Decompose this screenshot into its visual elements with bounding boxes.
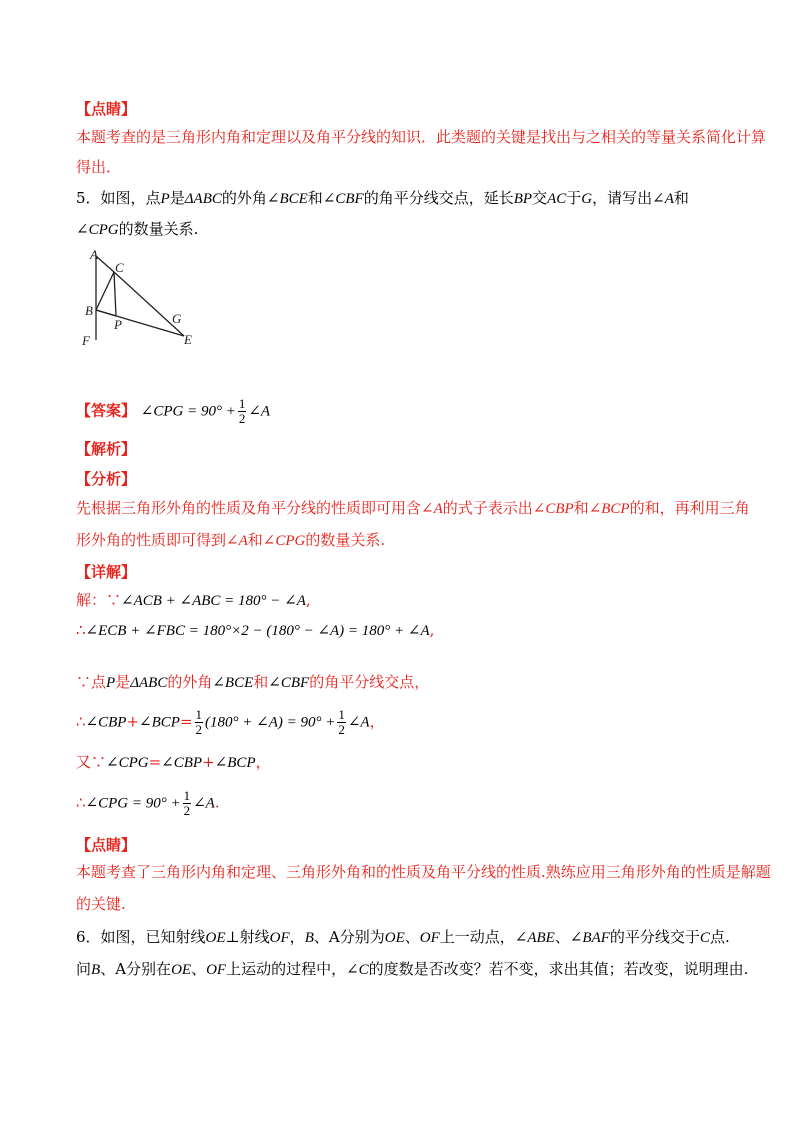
answer-heading: 【答案】 bbox=[76, 401, 137, 420]
text: 的度数是否改变？若不变，求出其值；若改变，说明理由. bbox=[368, 960, 749, 978]
text: 的式子表示出 bbox=[442, 499, 533, 517]
question-6-line1 bbox=[76, 927, 730, 948]
math-abc: ΔABC bbox=[130, 675, 168, 691]
text: 上运动的过程中， bbox=[226, 960, 347, 978]
text: 的角平分线交点， bbox=[309, 673, 430, 691]
math-g: G bbox=[581, 191, 593, 207]
text: 是 bbox=[115, 673, 131, 691]
detail-heading: 【详解】 bbox=[76, 563, 137, 581]
text: , bbox=[305, 591, 311, 609]
text: 、 bbox=[404, 928, 420, 946]
segment-cb bbox=[96, 272, 114, 310]
text: 和 bbox=[673, 189, 689, 207]
detail-step5 bbox=[76, 752, 271, 773]
text: 的数量关系. bbox=[118, 220, 199, 238]
math-s2: ∠ECB + ∠FBC = 180°×2 − (180° − ∠A) = 180° + ∠A bbox=[85, 623, 430, 639]
fraction bbox=[337, 708, 346, 737]
math-baf: ∠BAF bbox=[569, 930, 610, 946]
text: 先根据三角形外角的性质及角平分线的性质即可用含 bbox=[76, 499, 422, 517]
comment-text-line2: 得出． bbox=[76, 158, 122, 176]
fenxi-heading: 【分析】 bbox=[76, 470, 137, 488]
text: = bbox=[148, 753, 162, 771]
math-cpg: ∠CPG bbox=[76, 222, 119, 238]
math-c: ∠C bbox=[346, 962, 369, 978]
text: 分别为 bbox=[339, 928, 385, 946]
math-bcp: ∠BCP bbox=[139, 714, 180, 731]
text: ，请写出 bbox=[592, 189, 653, 207]
math-bcp: ∠BCP bbox=[214, 755, 256, 771]
answer-rhs: ∠A bbox=[248, 403, 271, 420]
math-cbp: ∠CBP bbox=[85, 714, 127, 731]
text: ， bbox=[255, 753, 271, 771]
label-c: C bbox=[115, 260, 124, 275]
text: 5．如图，点 bbox=[76, 189, 161, 207]
text: 的数量关系. bbox=[305, 531, 386, 549]
text: 的平分线交于 bbox=[609, 928, 700, 946]
text: 和 bbox=[307, 189, 323, 207]
math-oe: OE bbox=[205, 930, 226, 946]
text: ∴ bbox=[76, 712, 86, 731]
math-cpg: ∠CPG bbox=[106, 755, 149, 771]
text: 于 bbox=[566, 189, 582, 207]
analysis-heading: 【解析】 bbox=[76, 440, 137, 458]
label-e: E bbox=[184, 332, 192, 347]
text: 的外角 bbox=[221, 189, 267, 207]
fraction bbox=[183, 789, 192, 818]
detail-step4 bbox=[76, 708, 385, 737]
math-p: P bbox=[106, 675, 116, 691]
text: 问 bbox=[76, 960, 92, 978]
label-g: G bbox=[172, 311, 182, 326]
detail-step2 bbox=[76, 620, 434, 641]
math-bce: ∠BCE bbox=[212, 675, 254, 691]
math-cbf: ∠CBF bbox=[322, 191, 364, 207]
text: 射线 bbox=[239, 928, 270, 946]
text: 和 bbox=[573, 499, 589, 517]
math-a: ∠A bbox=[347, 714, 370, 731]
math-of: OF bbox=[269, 930, 290, 946]
math-ac: AC bbox=[547, 191, 567, 207]
frac-den: 2 bbox=[183, 803, 191, 818]
segment-ac bbox=[96, 256, 114, 272]
frac-num: 1 bbox=[238, 396, 246, 411]
text: 又∵ bbox=[76, 753, 107, 771]
text: 和 bbox=[247, 531, 263, 549]
question-5-line2 bbox=[76, 219, 198, 240]
math-cbp: ∠CBP bbox=[161, 755, 203, 771]
math-a: A bbox=[115, 960, 127, 978]
math-s6: ∠CPG = 90° + bbox=[85, 795, 181, 812]
text: 解：∵ bbox=[76, 591, 122, 609]
question-6-line2 bbox=[76, 959, 748, 980]
text: 、 bbox=[313, 928, 329, 946]
math-a: A bbox=[328, 928, 340, 946]
text: 是 bbox=[169, 189, 185, 207]
fenxi-line2 bbox=[76, 530, 385, 551]
math-oe: OE bbox=[384, 930, 405, 946]
text: ， bbox=[289, 928, 305, 946]
frac-den: 2 bbox=[238, 411, 246, 426]
text: = bbox=[179, 712, 193, 731]
detail-step1 bbox=[76, 590, 311, 611]
segment-ce bbox=[114, 272, 184, 336]
text: 形外角的性质即可得到 bbox=[76, 531, 227, 549]
frac-num: 1 bbox=[338, 707, 345, 722]
text: ∵点 bbox=[76, 673, 107, 691]
text: 、 bbox=[100, 960, 116, 978]
fenxi-line1 bbox=[76, 498, 750, 519]
comment2-heading: 【点睛】 bbox=[76, 836, 137, 854]
fraction bbox=[195, 708, 204, 737]
frac-den: 2 bbox=[338, 722, 345, 737]
comment-text-line1: 本题考查的是三角形内角和定理以及角平分线的知识．此类题的关键是找出与之相关的等量关系简化计算 bbox=[76, 128, 767, 146]
math-cbp: ∠CBP bbox=[532, 501, 574, 517]
text: 和 bbox=[253, 673, 269, 691]
text: 上一动点， bbox=[439, 928, 515, 946]
text: 、 bbox=[191, 960, 207, 978]
text: ⊥ bbox=[225, 928, 240, 946]
math-abe: ∠ABE bbox=[514, 930, 555, 946]
text: 分别在 bbox=[126, 960, 172, 978]
answer-line bbox=[76, 397, 270, 426]
frac-den: 2 bbox=[195, 722, 203, 737]
text: 的和，再利用三角 bbox=[629, 499, 750, 517]
frac-num: 1 bbox=[195, 707, 203, 722]
math-b: B bbox=[91, 962, 101, 978]
text: 的外角 bbox=[167, 673, 213, 691]
text: , bbox=[429, 621, 435, 639]
text: 、 bbox=[554, 928, 570, 946]
text: . bbox=[214, 793, 220, 812]
math-bce: ∠BCE bbox=[266, 191, 308, 207]
text: 点. bbox=[709, 928, 730, 946]
segment-cp bbox=[114, 272, 116, 316]
answer-lhs: ∠CPG = 90° + bbox=[140, 403, 236, 420]
answer-fraction bbox=[238, 397, 247, 426]
label-a: A bbox=[90, 248, 98, 262]
text: ∴ bbox=[76, 793, 86, 812]
text: ， bbox=[369, 712, 385, 731]
text: 交 bbox=[532, 189, 548, 207]
label-b: B bbox=[85, 303, 93, 318]
detail-step3 bbox=[76, 672, 429, 693]
math-s1: ∠ACB + ∠ABC = 180° − ∠A bbox=[121, 593, 306, 609]
text: + bbox=[126, 712, 140, 731]
math-cbf: ∠CBF bbox=[268, 675, 310, 691]
math-bcp: ∠BCP bbox=[588, 501, 630, 517]
math-c: C bbox=[699, 930, 710, 946]
math-P: P bbox=[160, 191, 170, 207]
segment-bp bbox=[96, 310, 116, 316]
math-of: OF bbox=[419, 930, 440, 946]
comment2-text-line2: 的关键. bbox=[76, 895, 126, 913]
label-p: P bbox=[114, 317, 122, 332]
math-of: OF bbox=[206, 962, 227, 978]
detail-step6 bbox=[76, 789, 220, 818]
math-a: ∠A bbox=[226, 533, 248, 549]
comment2-text-line1: 本题考查了三角形内角和定理、三角形外角和的性质及角平分线的性质.熟练应用三角形外角的性质是解题 bbox=[76, 863, 771, 881]
label-f: F bbox=[82, 333, 90, 348]
math-abc: ΔABC bbox=[184, 191, 222, 207]
math-a: ∠A bbox=[193, 795, 215, 812]
math-oe: OE bbox=[171, 962, 192, 978]
text: + bbox=[202, 753, 215, 771]
text: ∴ bbox=[76, 621, 86, 639]
frac-num: 1 bbox=[183, 788, 191, 803]
math-cpg: ∠CPG bbox=[262, 533, 306, 549]
math-b: B bbox=[304, 930, 314, 946]
comment-heading: 【点睛】 bbox=[76, 100, 137, 118]
math-bp: BP bbox=[513, 191, 533, 207]
text: 的角平分线交点，延长 bbox=[363, 189, 514, 207]
math-s4: (180° + ∠A) = 90° + bbox=[205, 714, 336, 731]
math-a: ∠A bbox=[421, 501, 443, 517]
text: 6．如图，已知射线 bbox=[76, 928, 206, 946]
triangle-figure bbox=[76, 248, 206, 353]
question-5-line1 bbox=[76, 188, 689, 209]
math-angle-a: ∠A bbox=[652, 191, 674, 207]
